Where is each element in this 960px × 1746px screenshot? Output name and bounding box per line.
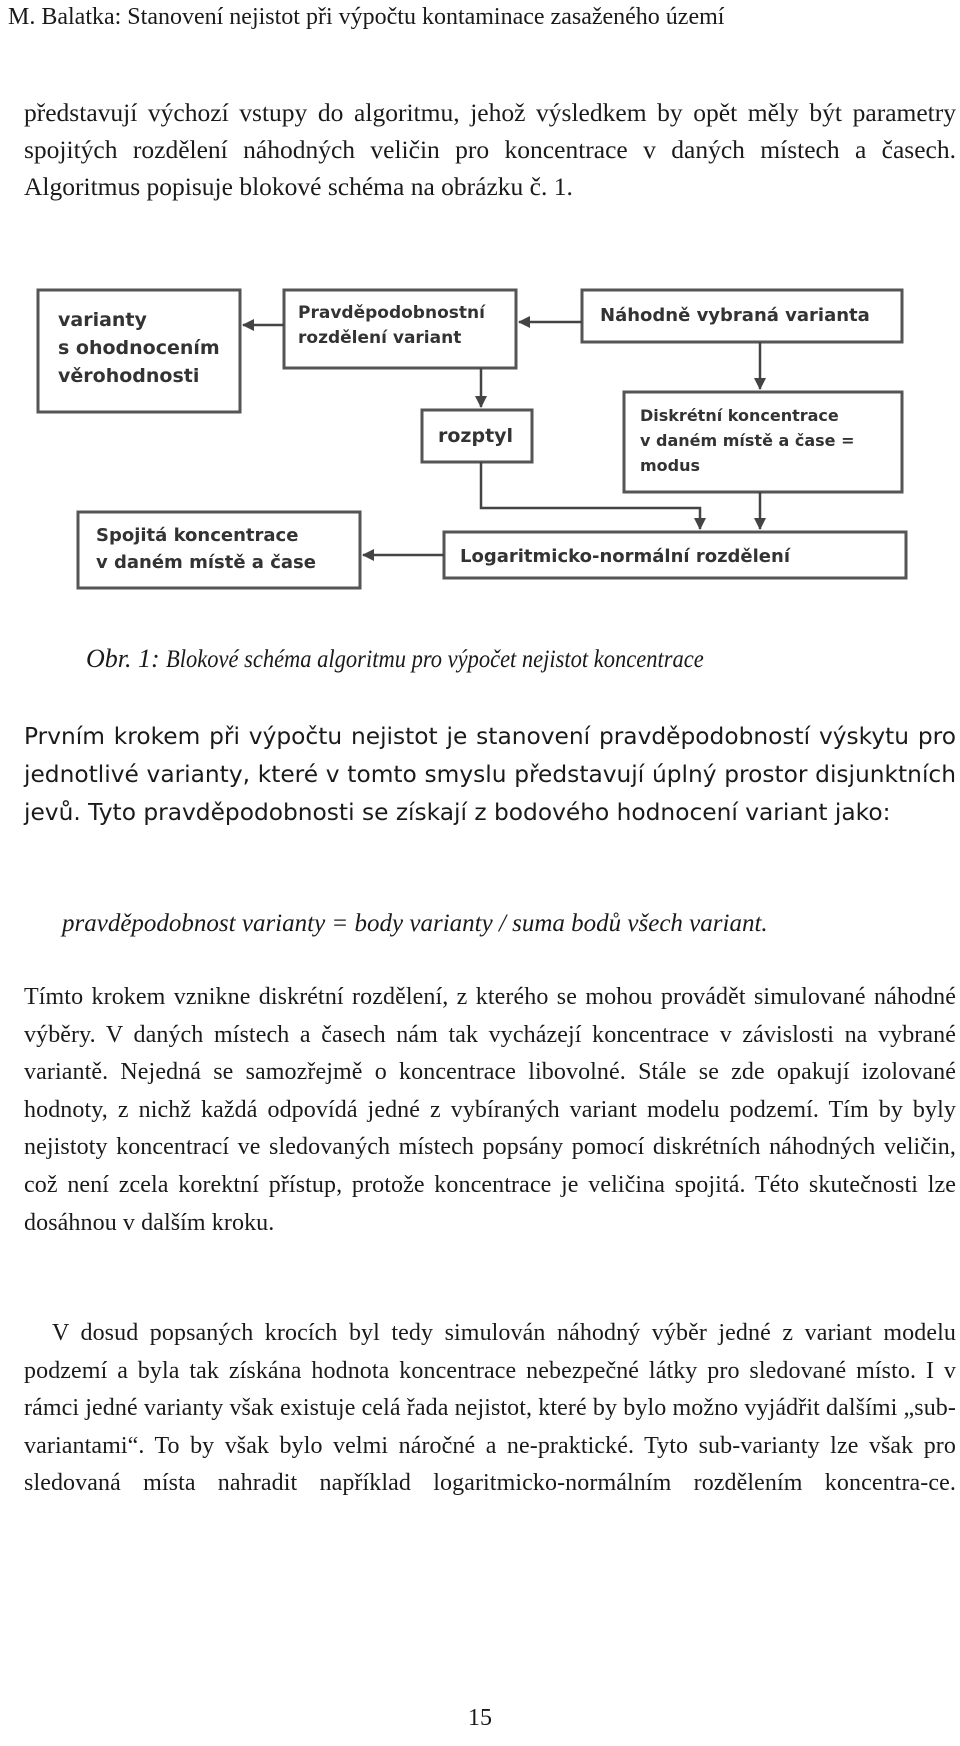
svg-text:Diskrétní koncentrace [640, 406, 839, 425]
box-spojita-line-2: v daném místě a čase [96, 552, 316, 573]
page-number: 15 [468, 1705, 492, 1731]
svg-text:Spojitá koncentrace [96, 525, 298, 546]
box-pravdepodobnostni-line-2: rozdělení variant [298, 328, 462, 348]
box-varianty-line-1: varianty [58, 309, 147, 331]
box-nahodne-text: Náhodně vybraná varianta [600, 305, 870, 326]
block-diagram [0, 270, 960, 600]
box-spojita [78, 512, 360, 588]
box-logaritmicko [444, 532, 906, 578]
box-diskretni-line-2: v daném místě a čase = [640, 431, 855, 450]
caption-label: Obr. 1: [86, 644, 160, 673]
running-header: M. Balatka: Stanovení nejistot při výpočtu kontaminace zasaženého území [8, 4, 725, 30]
box-varianty-line-3: věrohodnosti [58, 365, 200, 387]
box-diskretni-line-1: Diskrétní koncentrace [640, 406, 839, 425]
probability-formula: pravděpodobnost varianty = body varianty / suma bodů všech variant. [62, 910, 768, 937]
svg-text:Pravděpodobnostní [298, 303, 486, 323]
box-diskretni-line-3: modus [640, 456, 701, 475]
box-diskretni [624, 392, 902, 492]
box-nahodne [582, 290, 902, 342]
svg-text:rozdělení variant [298, 328, 461, 348]
box-varianty [38, 290, 240, 412]
paragraph-2: Tímto krokem vznikne diskrétní rozdělení, z kterého se mohou provádět simulované náhodné výběry. V daných místech a časech nám tak vycházejí koncentrace v závislosti na vybrané variantě. Nejedná se samozřejmě o koncentrace libovolné. Stále se zde opakují izolované hodnoty, z nichž každá odpovídá jedné z vybíraných variant modelu podzemí. Tím by byly nejistoty koncentrací ve sledovaných místech popsány pomocí diskrétních náhodných veličin, což není zcela korektní přístup, protože koncentrace je veličina spojitá. Této skutečnosti lze dosáhnou v dalším kroku. [24, 984, 956, 1236]
svg-text:v daném místě a čase = [640, 431, 854, 450]
intro-paragraph: představují výchozí vstupy do algoritmu, jehož výsledkem by opět měly být parametry spojitých rozdělení náhodných veličin pro koncentrace v daných místech a časech. Algoritmus popisuje blokové schéma na obrázku č. 1. [24, 98, 956, 201]
box-spojita-line-1: Spojitá koncentrace [96, 525, 299, 546]
box-rozptyl-text: rozptyl [438, 425, 514, 447]
caption-text: Blokové schéma algoritmu pro výpočet nejistot koncentrace [165, 646, 704, 673]
svg-text:varianty [58, 309, 148, 331]
svg-text:Logaritmicko-normální rozdělen [460, 546, 791, 567]
svg-text:věrohodnosti [58, 365, 199, 387]
box-pravdepodobnostni-line-1: Pravděpodobnostní [298, 303, 485, 323]
svg-text:v daném místě a čase [96, 552, 316, 573]
svg-text:modus [640, 456, 700, 475]
box-varianty-line-2: s ohodnocením [58, 337, 220, 359]
figure-caption [86, 642, 763, 677]
paragraph-1: Prvním krokem při výpočtu nejistot je stanovení pravděpodobností výskytu pro jednotlivé varianty, které v tomto smyslu představují úplný prostor disjunktních jevů. Tyto pravděpodobnosti se získají z bodového hodnocení variant jako: [24, 723, 956, 826]
paragraph-3: V dosud popsaných krocích byl tedy simulován náhodný výběr jedné z variant modelu podzemí a byla tak získána hodnota koncentrace nebezpečné látky pro sledované místo. I v rámci jedné varianty však existuje celá řada nejistot, které by bylo možno vyjádřit dalšími „sub-variantami“. To by však bylo velmi náročné a ne-praktické. Tyto sub-varianty lze však pro sledovaná místa nahradit například logaritmicko-normálním rozdělením koncentra-ce. [24, 1320, 956, 1497]
box-pravdepodobnostni [284, 290, 516, 368]
svg-text:Náhodně vybraná varianta [600, 305, 870, 326]
svg-text:rozptyl [438, 425, 513, 447]
svg-text:s ohodnocením [58, 337, 220, 359]
box-rozptyl [422, 410, 532, 462]
box-logaritmicko-text: Logaritmicko-normální rozdělení [460, 546, 790, 567]
